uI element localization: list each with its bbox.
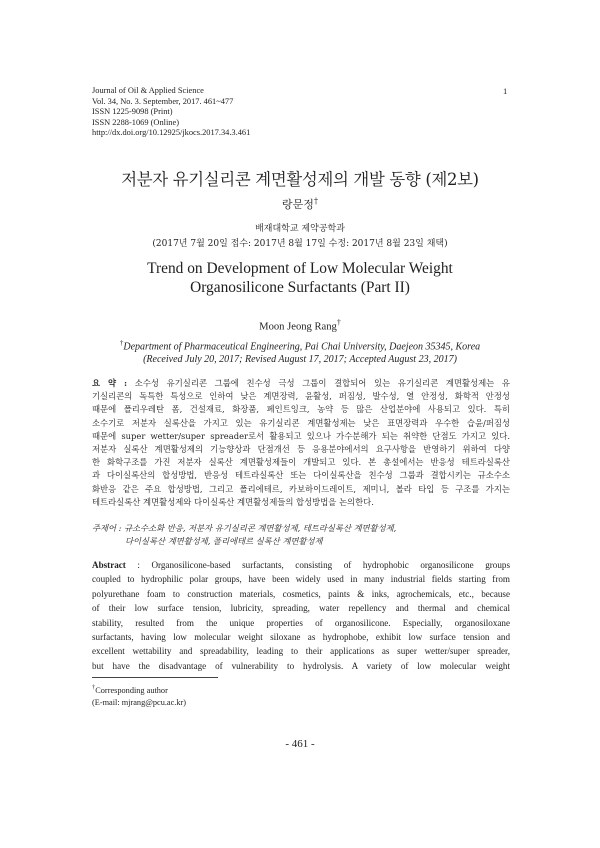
footnote-mark: †: [92, 684, 96, 691]
english-title: [0, 260, 600, 297]
korean-author: [0, 196, 600, 212]
korean-abstract-label: 요 약 :: [92, 378, 128, 388]
abstract-line: 테트라실록산 계면활성제와 다이실록산 계면활성제들의 합성방법을 논의한다.: [92, 496, 374, 507]
abstract-line: 저분자 실록산 계면활성제의 기능향상과 단점개선 등 응용분야에서의 요구사항을 반영하기 위하여 다양: [92, 444, 510, 455]
korean-abstract: [92, 377, 510, 509]
english-author-name: Moon Jeong Rang: [259, 321, 337, 333]
affiliation-mark: †: [119, 339, 124, 347]
footnote-email[interactable]: (E-mail: mjrang@pcu.ac.kr): [92, 697, 187, 707]
affiliation-text: Department of Pharmaceutical Engineering, Pai Chai University, Daejeon 35345, Korea: [123, 341, 481, 353]
abstract-line: 화반응 같은 주요 합성방법, 그리고 폴리에테르, 카보하이드레이트, 제미니, 볼라 타입 등 구조를 가지는: [92, 483, 510, 494]
corresponding-mark: †: [336, 318, 341, 327]
abstract-line: excellent wettability and spreadability, leading to their applications as super wetter/super spreader,: [92, 646, 510, 657]
doi-link[interactable]: http://dx.doi.org/10.12925/jkocs.2017.34.3.461: [92, 128, 251, 138]
keywords-line: 규소수소화 반응, 저분자 유기실리콘 계면활성제, 테트라실록산 계면활성제,: [121, 523, 397, 533]
english-dates: (Received July 20, 2017; Revised August 17, 2017; Accepted August 23, 2017): [143, 354, 457, 366]
abstract-line: 소수성 유기실리콘 그룹에 친수성 극성 그룹이 결합되어 있는 유기실리콘 계면활성제는 유: [127, 378, 510, 388]
korean-title: 저분자 유기실리콘 계면활성제의 개발 동향 (제2보): [121, 170, 479, 189]
abstract-line: surfactants, having low molecular weight siloxane as hydrophobe, exhibit low surface tension and: [92, 632, 510, 643]
page-number: - 461 -: [285, 738, 315, 750]
footnote-text: Corresponding author: [95, 685, 168, 695]
abstract-line: 과 다이실록산의 합성방법, 반응성 테트라실록산 또는 다이실록산을 친수성 그룹과 결합시키는 규소수소: [92, 470, 510, 481]
issn-print: ISSN 1225-9098 (Print): [92, 107, 173, 117]
english-title-line: Organosilicone Surfactants (Part II): [190, 278, 410, 296]
abstract-line: stability, resulted from the unique properties of organosilicone. Especially, organosiloxane: [92, 617, 510, 628]
journal-header: [92, 86, 512, 139]
abstract-line: : Organosilicone-based surfactants, consisting of hydrophobic organosilicone groups: [125, 560, 510, 570]
journal-name: Journal of Oil & Applied Science: [92, 86, 204, 95]
abstract-line: of their low surface tension, lubricity, spreading, water repellency and thermal and chemical: [92, 603, 510, 614]
english-title-line: Trend on Development of Low Molecular Weight: [147, 260, 453, 277]
abstract-line: polyurethane foam to construction materials, cosmetics, paints & inks, agrochemicals, etc., because: [92, 588, 510, 599]
issn-online: ISSN 2288-1069 (Online): [92, 117, 180, 127]
footnote: [92, 682, 186, 708]
korean-dates: (2017년 7월 20일 접수: 2017년 8월 17일 수정: 2017년 8월 23일 채택): [152, 239, 448, 249]
abstract-line: coupled to hydrophilic polar groups, have been widely used in many industrial fields starting from: [92, 574, 510, 585]
keywords-label: 주제어 :: [92, 523, 122, 533]
abstract-line: 때문에 폴리우레탄 폼, 건설재료, 화장품, 페인트잉크, 농약 등 많은 산업분야에 사용되고 있다. 특히: [92, 404, 510, 415]
abstract-line: 기실리콘의 독특한 특성으로 인하여 낮은 계면장력, 윤활성, 퍼짐성, 발수성, 열 안정성, 화학적 안정성: [92, 391, 510, 402]
english-affiliation: [0, 337, 600, 366]
korean-affiliation: 배재대학교 제약공학과: [255, 224, 345, 234]
header-page-number: 1: [503, 86, 508, 96]
abstract-line: 소수기로 저분자 실록산을 가지고 있는 유기실리콘 계면활성제는 낮은 표면장력과 우수한 습윤/퍼짐성: [92, 417, 510, 428]
abstract-line: 한 화학구조를 가진 저분자 실록산 계면활성제들이 개발되고 있다. 본 총설에서는 반응성 테트라실록산: [92, 457, 510, 468]
keywords-line: 다이실록산 계면활성제, 폴리에테르 실록산 계면활성제: [125, 535, 323, 546]
korean-author-name: 랑문정: [282, 198, 314, 211]
journal-volume: Vol. 34, No. 3. September, 2017. 461~477: [92, 96, 234, 106]
english-author: [0, 318, 600, 333]
english-abstract-label: Abstract: [92, 560, 126, 570]
abstract-line: but have the disadvantage of vulnerability to hydrolysis. A variety of low molecular weight: [92, 660, 510, 671]
english-abstract: [92, 558, 510, 673]
corresponding-mark: †: [313, 196, 318, 206]
korean-keywords: [92, 522, 510, 547]
abstract-line: 때문에 super wetter/super spreader로서 활용되고 있으나 가수분해가 되는 취약한 단점도 가지고 있다.: [92, 430, 510, 441]
footnote-divider: [92, 677, 218, 678]
